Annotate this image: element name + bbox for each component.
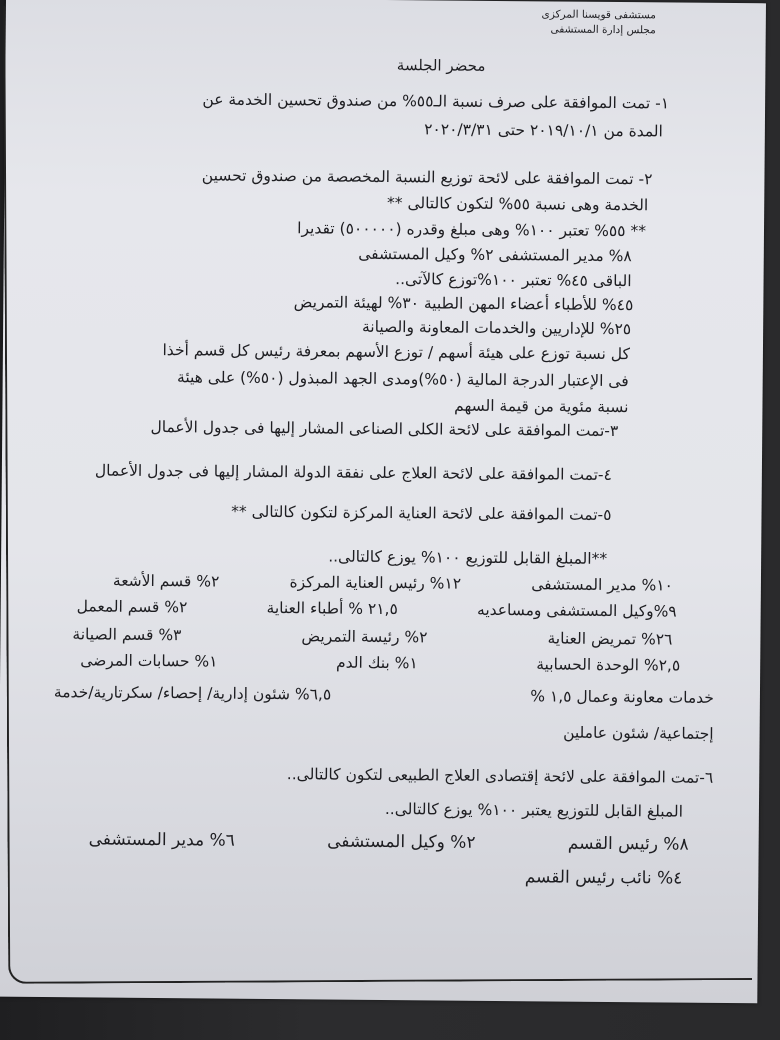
icu-cell: ٢,٥% الوحدة الحسابية [536,655,681,675]
item-2-line-3: ** ٥٥% تعتبر ١٠٠% وهى مبلغ وقدره (٥٠٠٠٠٠) تقديرا [297,219,647,241]
item-6-line-4: ٤% نائب رئيس القسم [524,867,683,889]
item-5-line-1: ٥-تمت الموافقة على لائحة العناية المركزة لتكون كالتالى ** [231,502,612,524]
item-2-line-4: ٨% مدير المستشفى ٢% وكيل المستشفى [358,244,632,266]
item-2-line-8: كل نسبة توزع على هيئة أسهم / توزع الأسهم بمعرفة رئيس كل قسم أخذا [162,341,630,364]
icu-cell: ٢% قسم الأشعة [112,571,220,591]
physio-cell: ٢% وكيل المستشفى [327,831,476,853]
document-title: محضر الجلسة [396,56,486,75]
letterhead [541,7,656,38]
icu-cell: ٩%وكيل المستشفى ومساعديه [476,600,677,621]
item-6-line-2: المبلغ القابل للتوزيع يعتبر ١٠٠% يوزع كالتالى.. [384,800,684,821]
icu-cell: ١% بنك الدم [335,653,418,673]
icu-cell: ٦,٥% شئون إدارية/ إحصاء/ سكرتارية/خدمة [53,683,332,704]
board-name: مجلس إدارة المستشفى [550,23,656,37]
icu-cell: ١٢% رئيس العناية المركزة [289,573,462,593]
item-1-line-2: المدة من ٢٠١٩/١٠/١ حتى ٢٠٢٠/٣/٣١ [424,120,663,141]
icu-cell: ٢% قسم المعمل [76,597,188,617]
icu-cell: ٢١,٥ % أطباء العناية [266,598,398,619]
item-2-line-6: ٤٥% للأطباء أعضاء المهن الطبية ٣٠% لهيئة التمريض [293,293,634,315]
physio-cell: ٦% مدير المستشفى [88,829,235,851]
icu-cell: ٢٦% تمريض العناية [547,629,673,649]
item-2-line-5: الباقى ٤٥% تعتبر ١٠٠%توزع كالآتى.. [395,270,632,291]
item-2-line-9: فى الإعتبار الدرجة المالية (٥٠%)ومدى الجهد المبذول (٥٠%) على هيئة [176,368,629,391]
icu-cell: ١% حسابات المرضى [80,651,218,671]
item-1-line-1: ١- تمت الموافقة على صرف نسبة الـ٥٥% من صندوق تحسين الخدمة عن [202,90,670,113]
hospital-name: مستشفى قويسنا المركزى [541,8,656,22]
icu-cell: ١٠% مدير المستشفى [531,575,673,595]
item-2-line-7: ٢٥% للإداريين والخدمات المعاونة والصيانة [361,317,632,339]
icu-cell: ٢% رئيسة التمريض [301,627,428,647]
icu-row-5-continued: إجتماعية/ شئون عاملين [563,723,714,743]
item-2-line-1: ٢- تمت الموافقة على لائحة توزيع النسبة المخصصة من صندوق تحسين [201,166,653,189]
item-3: ٣-تمت الموافقة على لائحة الكلى الصناعى المشار إليها فى جدول الأعمال [150,417,619,441]
item-4: ٤-تمت الموافقة على لائحة العلاج على نفقة الدولة المشار إليها فى جدول الأعمال [94,461,612,484]
icu-cell: ٣% قسم الصيانة [72,625,182,645]
item-2-line-2: الخدمة وهى نسبة ٥٥% لتكون كالتالى ** [386,194,649,215]
icu-cell: خدمات معاونة وعمال ١,٥ % [530,687,715,707]
item-6-line-1: ٦-تمت الموافقة على لائحة إقتصادى العلاج الطبيعى لتكون كالتالى.. [286,765,714,787]
physio-cell: ٨% رئيس القسم [567,833,689,855]
item-2-line-10: نسبة مئوية من قيمة السهم [454,396,629,417]
item-5-line-2: **المبلغ القابل للتوزيع ١٠٠% يوزع كالتالى.. [328,547,608,568]
